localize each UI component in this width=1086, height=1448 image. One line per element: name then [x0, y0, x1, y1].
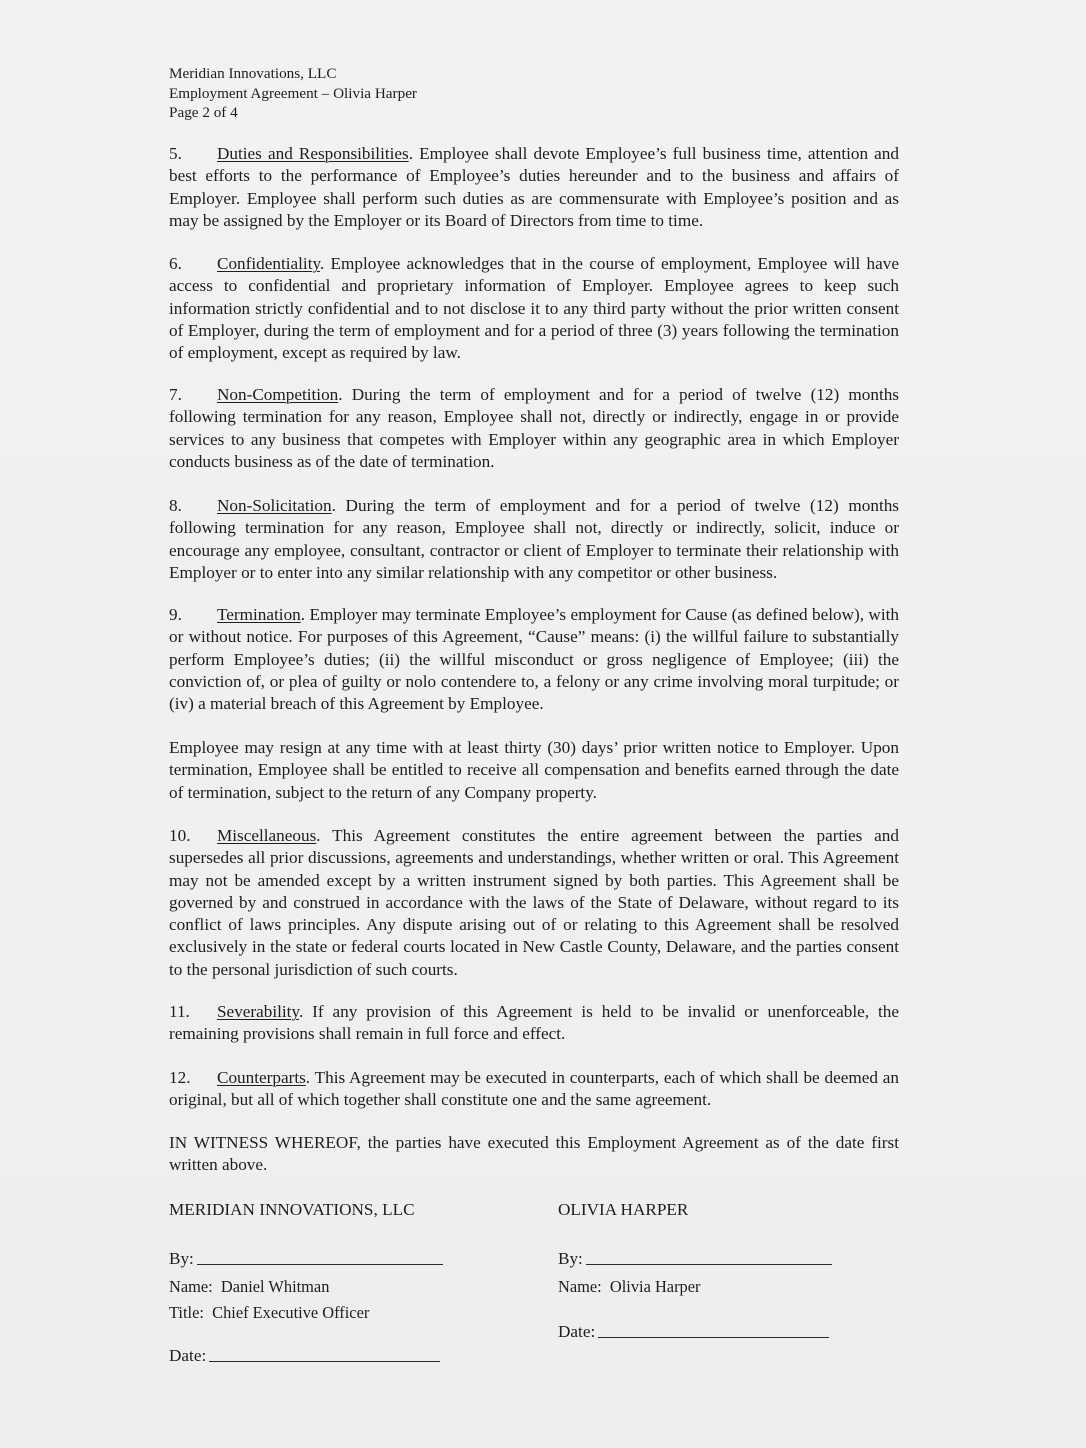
section-heading: Counterparts	[217, 1068, 306, 1087]
employee-date-row	[558, 1321, 829, 1343]
section-number: 12.	[169, 1068, 191, 1087]
section-number: 8.	[169, 496, 182, 515]
header-document-title: Employment Agreement – Olivia Harper	[169, 84, 417, 102]
employer-date-line[interactable]	[209, 1361, 440, 1362]
section-body: . Employer may terminate Employee’s employment for Cause (as defined below), with or without notice. For purposes of this Agreement, “Cause” means: (i) the willful failure to substantially perform Employee’s duties; (ii) the willful misconduct or gross negligence of Employee; (iii) the conviction of, or plea of guilty or nolo contendere to, a felony or any crime involving moral turpitude; or (iv) a material breach of this Agreement by Employee.	[169, 605, 899, 714]
employer-signature-line[interactable]	[197, 1264, 443, 1265]
employee-by-label: By:	[558, 1249, 583, 1268]
section-severability	[169, 1001, 899, 1046]
page-header	[169, 64, 417, 123]
employee-by-row	[558, 1248, 832, 1270]
header-page-number: Page 2 of 4	[169, 104, 238, 121]
section-heading: Duties and Responsibilities	[217, 144, 409, 163]
employer-title-label: Title:	[169, 1303, 204, 1322]
employee-name-label: Name:	[558, 1277, 602, 1296]
section-heading: Severability	[217, 1002, 299, 1021]
section-body: . If any provision of this Agreement is held to be invalid or unenforceable, the remaining provisions shall remain in full force and effect.	[169, 1002, 899, 1044]
section-body: . This Agreement may be executed in counterparts, each of which shall be deemed an original, but all of which together shall constitute one and the same agreement.	[169, 1068, 899, 1110]
section-body: . During the term of employment and for a period of twelve (12) months following termination for any reason, Employee shall not, directly or indirectly, engage in or provide services to any business that competes with Employer within any geographic area in which Employer conducts business as of the date of termination.	[169, 385, 899, 471]
employer-date-row	[169, 1345, 440, 1367]
employer-date-label: Date:	[169, 1346, 207, 1365]
employer-name-row	[169, 1276, 329, 1298]
employer-name-value: Daniel Whitman	[220, 1277, 330, 1296]
witness-clause	[169, 1132, 899, 1177]
employee-signature-line[interactable]	[586, 1264, 832, 1265]
section-body: Employee may resign at any time with at least thirty (30) days’ prior written notice to Employer. Upon termination, Employee shall be entitled to receive all compensation and benefits earned through the date of termination, subject to the return of any Company property.	[169, 738, 899, 802]
employee-name-row	[558, 1276, 700, 1298]
header-company: Meridian Innovations, LLC	[169, 65, 337, 82]
section-number: 6.	[169, 254, 182, 273]
employer-party-name: MERIDIAN INNOVATIONS, LLC	[169, 1200, 415, 1219]
section-body: . This Agreement constitutes the entire agreement between the parties and supersedes all prior discussions, agreements and understandings, whether written or oral. This Agreement may not be amended except by a written instrument signed by both parties. This Agreement shall be governed by and construed in accordance with the laws of the State of Delaware, without regard to its conflict of laws principles. Any dispute arising out of or relating to this Agreement shall be resolved exclusively in the state or federal courts located in New Castle County, Delaware, and the parties consent to the personal jurisdiction of such courts.	[169, 826, 899, 979]
section-body: . Employee acknowledges that in the course of employment, Employee will have access to confidential and proprietary information of Employer. Employee agrees to keep such information strictly confidential and to not disclose it to any third party without the prior written consent of Employer, during the term of employment and for a period of three (3) years following the termination of employment, except as required by law.	[169, 254, 899, 363]
section-number: 5.	[169, 144, 182, 163]
employee-name-value: Olivia Harper	[609, 1277, 701, 1296]
section-number: 10.	[169, 826, 191, 845]
section-body: . During the term of employment and for a period of twelve (12) months following termination for any reason, Employee shall not, directly or indirectly, solicit, induce or encourage any employee, consultant, contractor or client of Employer to terminate their relationship with Employer or to enter into any similar relationship with any competitor or other business.	[169, 496, 899, 582]
employer-title-value: Chief Executive Officer	[212, 1303, 370, 1322]
employer-name-label: Name:	[169, 1277, 213, 1296]
section-confidentiality	[169, 253, 899, 364]
section-heading: Non-Solicitation	[217, 496, 332, 515]
section-counterparts	[169, 1067, 899, 1112]
section-heading: Confidentiality	[217, 254, 320, 273]
section-termination	[169, 604, 899, 715]
section-non-competition	[169, 384, 899, 473]
section-heading: Non-Competition	[217, 385, 339, 404]
employee-party-name: OLIVIA HARPER	[558, 1200, 689, 1219]
witness-text: IN WITNESS WHEREOF, the parties have executed this Employment Agreement as of the date first written above.	[169, 1133, 899, 1175]
section-number: 11.	[169, 1002, 190, 1021]
section-non-solicitation	[169, 495, 899, 584]
section-heading: Termination	[217, 605, 301, 624]
section-body: . Employee shall devote Employee’s full business time, attention and best efforts to the performance of Employee’s duties hereunder and to the business and affairs of Employer. Employee shall perform such duties as are commensurate with Employee’s position and as may be assigned by the Employer or its Board of Directors from time to time.	[169, 144, 899, 230]
section-miscellaneous	[169, 825, 899, 981]
termination-resignation-paragraph	[169, 737, 899, 804]
employee-date-label: Date:	[558, 1322, 596, 1341]
section-heading: Miscellaneous	[217, 826, 317, 845]
employee-date-line[interactable]	[598, 1337, 829, 1338]
employer-by-label: By:	[169, 1249, 194, 1268]
section-number: 7.	[169, 385, 182, 404]
employer-title-row	[169, 1302, 369, 1324]
section-number: 9.	[169, 605, 182, 624]
section-duties	[169, 143, 899, 232]
employer-by-row	[169, 1248, 443, 1270]
